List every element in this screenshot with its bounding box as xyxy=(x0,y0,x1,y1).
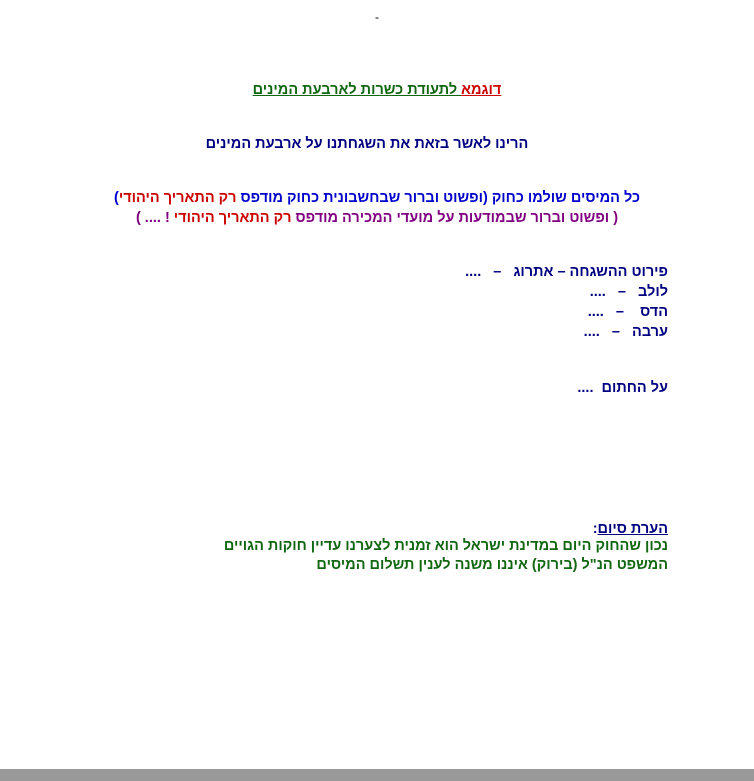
closing-note-heading-text: הערת סיום xyxy=(597,521,668,537)
closing-note-body xyxy=(86,537,668,575)
spacer xyxy=(86,342,668,380)
closing-note-line-2: המשפט הנ"ל (בירוק) איננו משנה לענין תשלום המיסים xyxy=(316,557,668,573)
closing-note-line-1: נכון שהחוק היום במדינת ישראל הוא זמנית לצערנו עדיין חוקות הגויים xyxy=(223,538,668,554)
spacer xyxy=(86,30,668,82)
top-marker: - xyxy=(375,10,379,24)
page-title-green: לתעודת כשרות לארבעת המינים xyxy=(252,82,462,98)
list-item: הדס – .... xyxy=(587,304,668,320)
spacer xyxy=(86,152,668,188)
tax-line1-pre: כל המיסים שולמו כחוק (ופשוט וברור שבחשבונית כחוק מודפס xyxy=(236,190,640,206)
tax-note-block xyxy=(86,188,668,228)
bottom-status-bar xyxy=(0,769,754,781)
closing-note-heading xyxy=(86,521,668,537)
confirmation-line: הרינו לאשר בזאת את השגחתנו על ארבעת המינים xyxy=(205,136,529,152)
list-item: לולב – .... xyxy=(589,284,668,300)
page-title-red: דוגמא xyxy=(461,82,502,98)
tax-line2-post: ! .... ) xyxy=(135,210,174,226)
list-item: פירוט ההשגחה – אתרוג – .... xyxy=(465,264,668,280)
closing-note-heading-colon: : xyxy=(592,521,598,537)
tax-line2-pre: ( ופשוט וברור שבמודעות על מועדי המכירה מודפס xyxy=(291,210,619,226)
tax-line1-red: רק התאריך היהודי xyxy=(118,190,237,206)
tax-line2-red: רק התאריך היהודי xyxy=(173,210,292,226)
page-title xyxy=(86,82,668,98)
tax-note-line-2 xyxy=(86,208,668,228)
spacer xyxy=(86,228,668,262)
tax-line1-post: ) xyxy=(114,190,119,206)
spacer xyxy=(86,98,668,136)
list-item: ערבה – .... xyxy=(583,324,668,340)
tax-note-line-1 xyxy=(86,188,668,208)
spacer xyxy=(86,396,668,521)
signature-line: על החתום .... xyxy=(577,380,668,396)
supervision-details-list xyxy=(86,262,668,342)
